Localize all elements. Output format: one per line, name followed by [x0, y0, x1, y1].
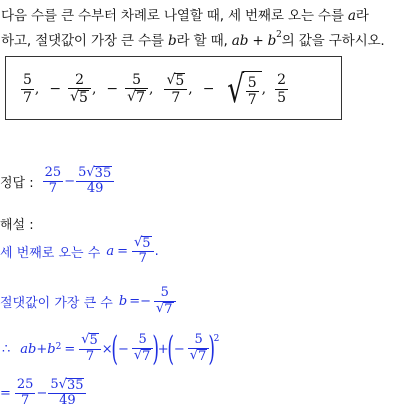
right-paren: ) [152, 329, 160, 369]
number-6 [275, 72, 288, 105]
answer-line [0, 166, 115, 197]
number-4 [164, 72, 187, 106]
explanation-line-1 [0, 236, 159, 267]
denominator: 7 [247, 92, 257, 108]
denominator: 49 [59, 393, 76, 409]
radicand: 35 [66, 378, 84, 393]
minus-sign: − [64, 174, 76, 190]
comma: , [261, 81, 267, 97]
radicand [243, 71, 262, 111]
numerator: 2 [75, 71, 84, 88]
numerator: 2 [277, 72, 286, 89]
denominator: 5 [277, 89, 286, 106]
explanation-line-2 [0, 286, 177, 317]
radicand: 5 [79, 89, 88, 106]
comma: , [148, 81, 154, 97]
number-5 [220, 67, 261, 111]
answer-frac-2 [76, 166, 114, 197]
expression: ab + b [231, 33, 277, 49]
explanation-text: 절댓값이 가장 큰 수 [0, 296, 113, 312]
numerator: 5 [132, 71, 142, 88]
coefficient: 5 [50, 377, 59, 392]
denominator: 7 [85, 348, 95, 364]
explanation-line-3 [0, 329, 220, 369]
radical-sign: √ [70, 88, 80, 105]
denominator: 49 [86, 181, 104, 197]
numerator: 25 [16, 377, 34, 393]
denominator [125, 89, 148, 106]
denominator: 7 [23, 89, 32, 106]
equals-minus: =− [129, 294, 151, 310]
comma: , [188, 81, 193, 97]
sqrt [190, 349, 208, 364]
left-paren: ( [166, 329, 174, 369]
plus-sign: + [157, 341, 169, 357]
question-line-1 [1, 4, 369, 24]
explanation-text: 세 번째로 오는 수 [0, 246, 101, 262]
radical-sign: √ [166, 71, 176, 88]
b-value [154, 286, 176, 317]
answer-frac-1 [43, 166, 64, 197]
numerator: 25 [44, 165, 62, 181]
minus-sign: − [173, 341, 185, 357]
radicand: 5 [142, 236, 151, 251]
comma: , [34, 81, 40, 97]
radical-sign: √ [189, 348, 199, 364]
radical-sign: √ [133, 348, 143, 364]
exponent: 2 [213, 334, 220, 344]
sqrt [134, 236, 152, 251]
numerator [164, 72, 187, 89]
var-b: b [118, 294, 128, 310]
question-text: 라 할 때, [176, 33, 228, 49]
numerator [79, 333, 101, 348]
var-a: a [106, 244, 115, 260]
sqrt [134, 349, 152, 364]
denominator [132, 349, 154, 364]
denominator [68, 89, 91, 106]
minus-sign: − [36, 386, 48, 402]
numerator: 5 [23, 72, 32, 89]
var-a: a [347, 8, 356, 24]
numerator [76, 166, 114, 181]
numerator: 5 [247, 74, 257, 91]
comma: , [91, 81, 97, 97]
number-1 [21, 72, 34, 105]
number-3 [125, 72, 148, 106]
radical-sign: √ [156, 300, 165, 316]
question-text: 다음 수를 큰 수부터 차례로 나열할 때, 세 번째로 오는 수를 [1, 8, 344, 24]
minus-sign: − [49, 81, 62, 97]
sqrt [59, 378, 85, 393]
denominator: 7 [138, 251, 147, 267]
numerator: 5 [138, 332, 147, 348]
denominator: 7 [171, 90, 181, 107]
period: . [154, 244, 159, 260]
question-line-2 [1, 29, 385, 49]
left-paren: ( [111, 329, 118, 369]
equals-sign: = [117, 244, 128, 260]
denominator: 7 [48, 181, 58, 197]
radical-sign: √ [86, 165, 95, 180]
radical-sign: √ [227, 67, 245, 111]
sqrt [81, 333, 99, 348]
right-paren: ) [208, 329, 216, 369]
a-value [132, 236, 154, 267]
denominator [188, 349, 210, 364]
question-text: 의 값을 구하시오. [281, 33, 385, 49]
sqrt [166, 73, 185, 89]
number-2 [68, 72, 91, 106]
explanation-label: 해설 : [0, 218, 34, 233]
sqrt [86, 166, 112, 181]
radicand: 5 [89, 333, 98, 349]
numerator: 5 [194, 332, 203, 348]
a-value [79, 333, 101, 364]
numerator [132, 236, 154, 251]
radicand: 35 [94, 166, 112, 181]
numerator [48, 378, 86, 393]
answer-label: 정답 : [0, 176, 34, 192]
explanation-label-line [0, 214, 34, 233]
numbers-row [20, 64, 289, 114]
result-frac-1 [15, 378, 36, 409]
radicand: 7 [164, 301, 173, 317]
denominator [154, 302, 176, 317]
radicand: 7 [136, 89, 145, 106]
fraction [246, 75, 259, 108]
denominator: 7 [21, 393, 30, 409]
exponent: 2 [55, 342, 62, 352]
therefore-sign: ∴ [2, 341, 11, 357]
equals-sign: = [0, 386, 11, 402]
coefficient: 5 [78, 165, 87, 180]
sqrt [127, 90, 146, 106]
b-value [132, 333, 154, 364]
radical-sign: √ [127, 88, 137, 105]
minus-sign: − [106, 81, 119, 97]
numerator: 5 [160, 285, 169, 300]
result-frac-2 [48, 378, 86, 409]
radical-sign: √ [133, 235, 143, 250]
expression: ab+b [20, 341, 56, 357]
sqrt [156, 302, 174, 317]
times-sign: × [101, 341, 113, 357]
var-b: b [167, 33, 177, 49]
radical-sign: √ [81, 332, 90, 348]
question-text: 라 [355, 8, 369, 24]
radical-sign: √ [58, 377, 67, 392]
b-value [188, 333, 210, 364]
radicand: 7 [142, 349, 151, 365]
equals-sign: = [64, 341, 76, 357]
explanation-line-4 [0, 378, 87, 409]
numbers-box [5, 56, 342, 120]
radicand: 7 [198, 349, 207, 365]
question-text: 하고, 절댓값이 가장 큰 수를 [1, 33, 164, 49]
minus-sign: − [117, 341, 129, 357]
radicand: 5 [175, 72, 185, 89]
sqrt [70, 90, 89, 106]
minus-sign: − [202, 81, 215, 97]
exponent: 2 [276, 30, 282, 41]
